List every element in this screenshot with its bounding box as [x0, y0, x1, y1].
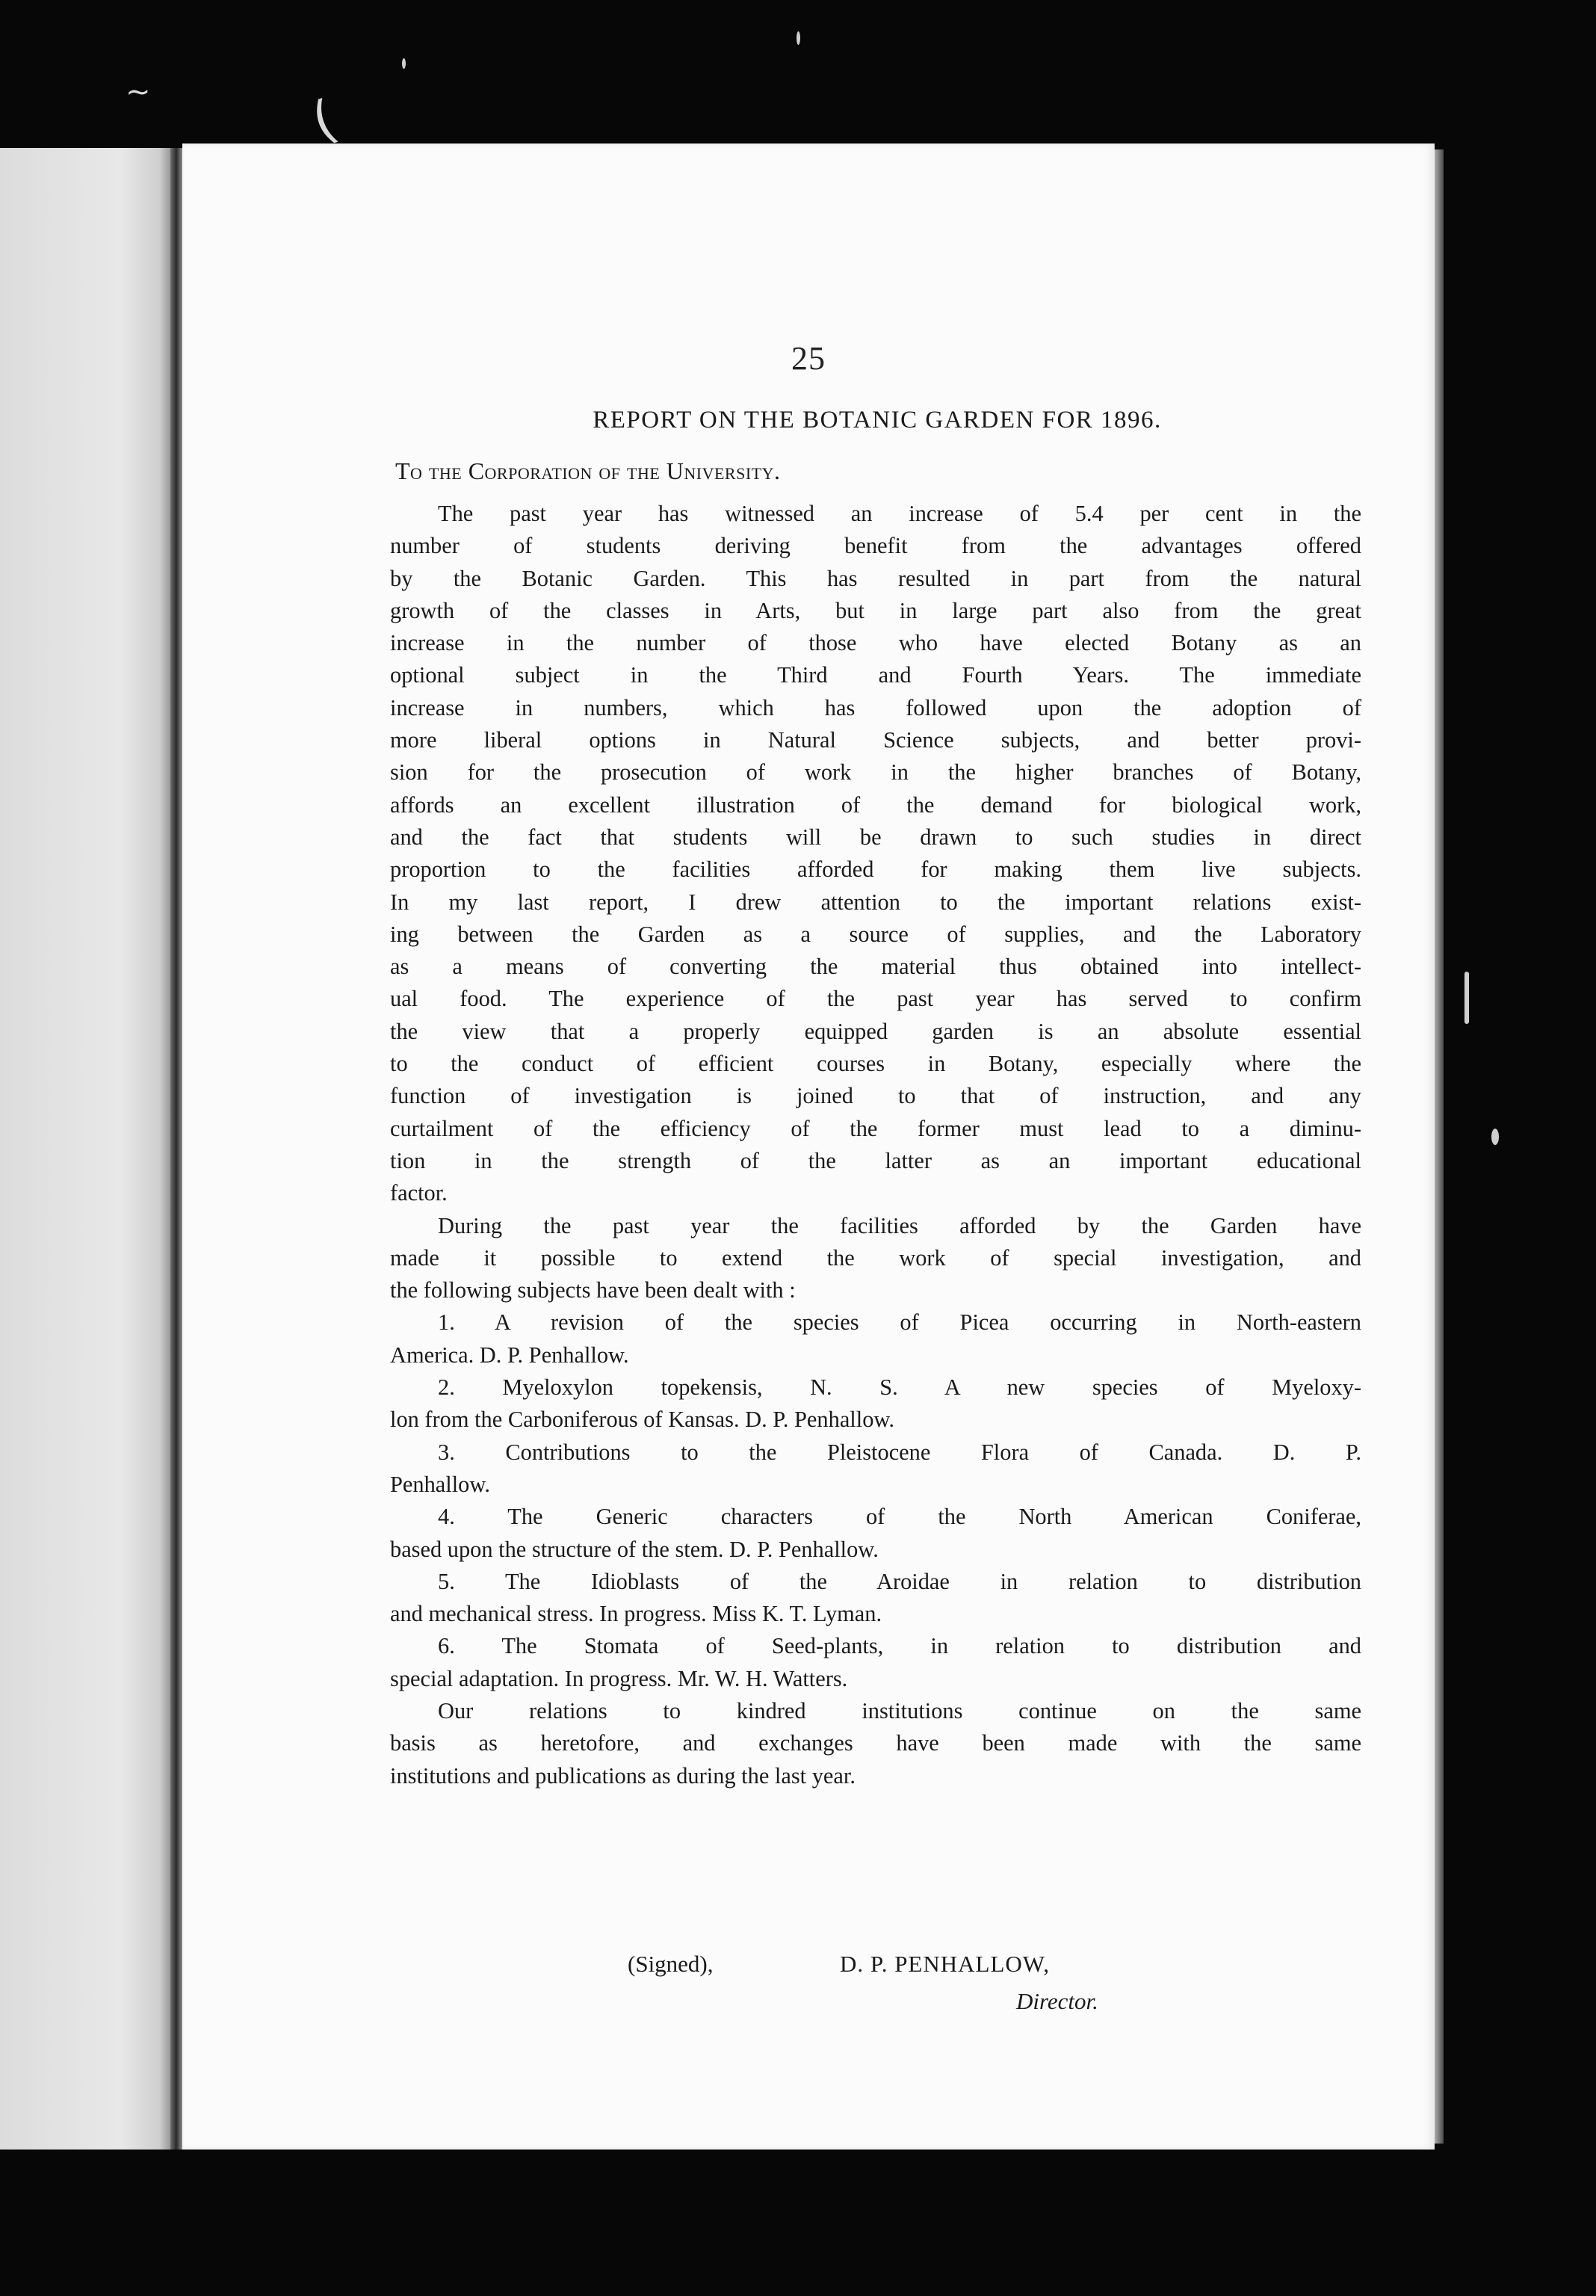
list-item-continuation: based upon the structure of the stem. D. P. Penhallow. — [390, 1536, 879, 1562]
text-line: function of investigation is joined to that of instruction, and any — [390, 1083, 1361, 1109]
text-line: factor. — [390, 1180, 448, 1206]
scan-speck — [797, 31, 800, 45]
text-line: ing between the Garden as a source of supplies, and the Laboratory — [390, 921, 1361, 947]
text-line: and the fact that students will be drawn to such studies in direct — [390, 824, 1361, 850]
list-item-continuation: lon from the Carboniferous of Kansas. D. P. Penhallow. — [390, 1407, 894, 1433]
text-line: ual food. The experience of the past year has served to confirm — [390, 986, 1361, 1012]
right-page-edge — [1433, 149, 1444, 2144]
scan-speck — [1464, 972, 1469, 1024]
report-body — [390, 498, 1361, 1792]
text-line: The past year has witnessed an increase of 5.4 per cent in the — [438, 501, 1361, 526]
list-item-continuation: and mechanical stress. In progress. Miss K. T. Lyman. — [390, 1601, 882, 1627]
text-line: proportion to the facilities afforded for making them live subjects. — [390, 857, 1361, 883]
text-line: In my last report, I drew attention to the important relations exist- — [390, 889, 1361, 915]
text-line: institutions and publications as during the last year. — [390, 1762, 856, 1789]
signed-label: (Signed), — [628, 1951, 714, 1977]
text-line: sion for the prosecution of work in the higher branches of Botany, — [390, 759, 1361, 786]
list-item-continuation: special adaptation. In progress. Mr. W. H. Watters. — [390, 1665, 848, 1691]
list-item: 3. Contributions to the Pleistocene Flora of Canada. D. P. — [438, 1439, 1361, 1465]
text-line: increase in numbers, which has followed upon the adoption of — [390, 694, 1361, 720]
list-item: 5. The Idioblasts of the Aroidae in relation to distribution — [438, 1568, 1361, 1594]
list-item: 1. A revision of the species of Picea occurring in North-eastern — [438, 1309, 1361, 1336]
text-line: tion in the strength of the latter as an important educational — [390, 1147, 1361, 1173]
scan-speck: ( — [303, 87, 344, 153]
text-line: increase in the number of those who have elected Botany as an — [390, 630, 1361, 656]
scan-speck: ~ — [126, 75, 151, 109]
list-item-continuation: America. D. P. Penhallow. — [390, 1342, 629, 1368]
scan-speck — [402, 58, 406, 69]
text-line: affords an excellent illustration of the demand for biological work, — [390, 791, 1361, 818]
text-line: by the Botanic Garden. This has resulted in part from the natural — [390, 565, 1361, 591]
signer-name: D. P. PENHALLOW, — [840, 1951, 1050, 1977]
text-line: curtailment of the efficiency of the former must lead to a diminu- — [390, 1115, 1361, 1141]
text-line: growth of the classes in Arts, but in large part also from the great — [390, 597, 1361, 623]
text-line: as a means of converting the material thus obtained into intellect- — [390, 954, 1361, 980]
book-gutter — [170, 148, 182, 2150]
salutation: To the Corporation of the University. — [395, 457, 781, 484]
text-line: Our relations to kindred institutions continue on the same — [438, 1697, 1361, 1723]
page-number: 25 — [791, 340, 826, 377]
left-page-edge — [0, 148, 173, 2150]
text-line: to the conduct of efficient courses in Botany, especially where the — [390, 1051, 1361, 1077]
text-line: basis as heretofore, and exchanges have been made with the same — [390, 1730, 1361, 1756]
text-line: more liberal options in Natural Science subjects, and better provi- — [390, 727, 1361, 753]
text-line: optional subject in the Third and Fourth Years. The immediate — [390, 662, 1361, 688]
text-line: made it possible to extend the work of special investigation, and — [390, 1244, 1361, 1271]
list-item: 6. The Stomata of Seed-plants, in relation to distribution and — [438, 1633, 1361, 1659]
list-item: 2. Myeloxylon topekensis, N. S. A new species of Myeloxy- — [438, 1374, 1361, 1401]
list-item-continuation: Penhallow. — [390, 1471, 490, 1497]
book-page — [182, 144, 1435, 2150]
text-line: the following subjects have been dealt with : — [390, 1277, 796, 1303]
scan-speck — [1491, 1129, 1499, 1145]
page-title: REPORT ON THE BOTANIC GARDEN FOR 1896. — [593, 407, 1162, 433]
signer-title: Director. — [1016, 1988, 1098, 2014]
text-line: During the past year the facilities afforded by the Garden have — [438, 1212, 1361, 1238]
list-item: 4. The Generic characters of the North American Coniferae, — [438, 1504, 1361, 1530]
text-line: the view that a properly equipped garden is an absolute essential — [390, 1018, 1361, 1044]
text-line: number of students deriving benefit from the advantages offered — [390, 533, 1361, 559]
